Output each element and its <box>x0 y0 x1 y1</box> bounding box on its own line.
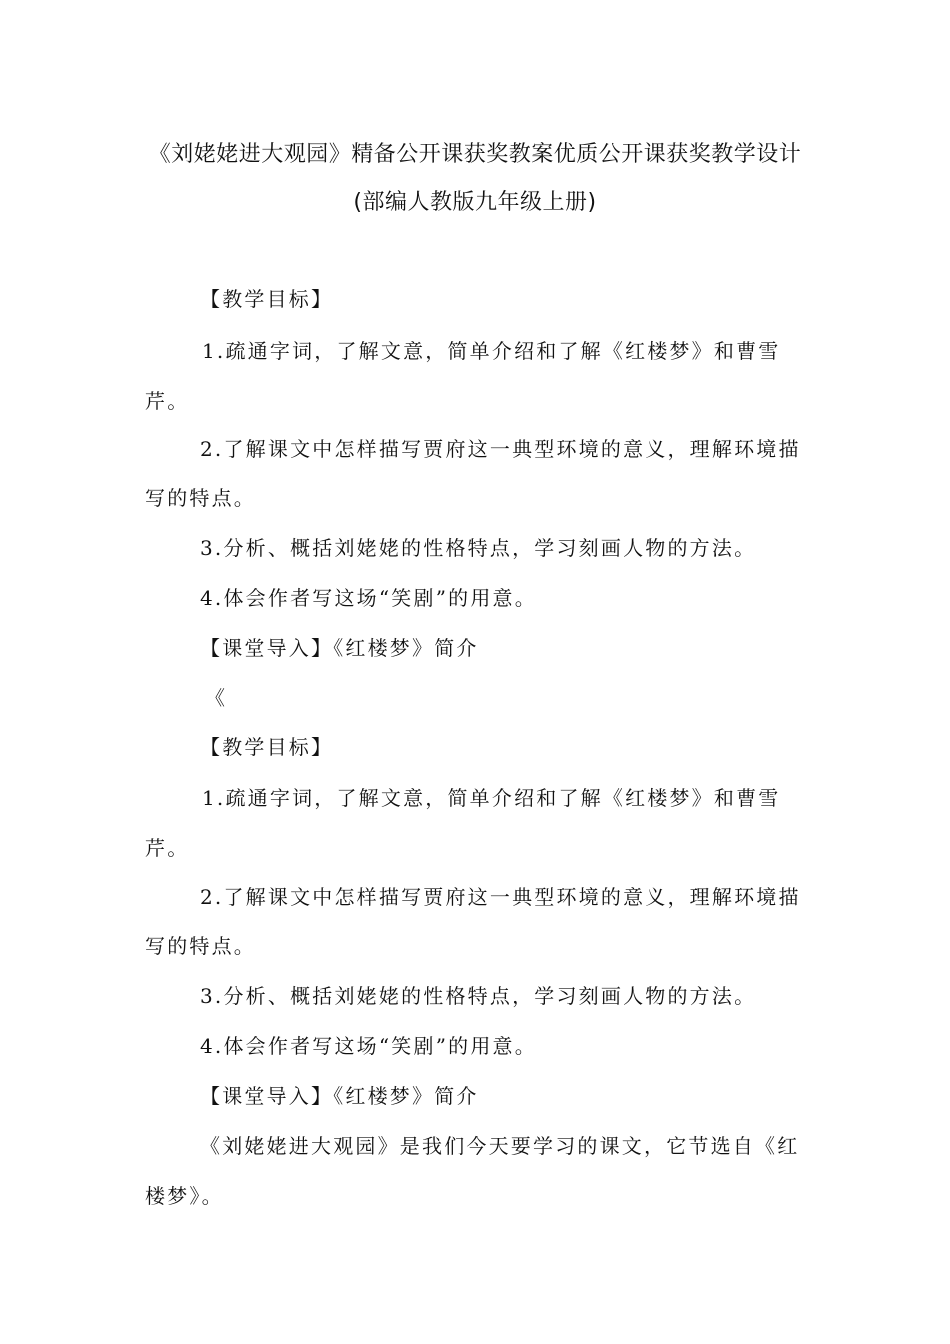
section-heading-objectives: 【教学目标】 <box>200 735 334 759</box>
paragraph-line: 写的特点。 <box>145 934 256 958</box>
paragraph-line: 《刘姥姥进大观园》是我们今天要学习的课文，它节选自《红 <box>200 1134 800 1158</box>
document-title-line-2: (部编人教版九年级上册) <box>353 190 597 215</box>
document-title-line-1: 《刘姥姥进大观园》精备公开课获奖教案优质公开课获奖教学设计 <box>148 142 802 167</box>
paragraph-line: 1.疏通字词，了解文意，简单介绍和了解《红楼梦》和曹雪 <box>202 339 781 363</box>
paragraph-line: 楼梦》。 <box>145 1184 224 1208</box>
paragraph-line: 1.疏通字词，了解文意，简单介绍和了解《红楼梦》和曹雪 <box>202 786 781 810</box>
section-heading-intro: 【课堂导入】《红楼梦》简介 <box>200 636 479 660</box>
paragraph-line: 《 <box>205 686 228 710</box>
paragraph-line: 2.了解课文中怎样描写贾府这一典型环境的意义，理解环境描 <box>200 885 801 909</box>
paragraph-line: 4.体会作者写这场“笑剧”的用意。 <box>200 586 537 610</box>
section-heading-objectives: 【教学目标】 <box>200 287 334 311</box>
paragraph-line: 芹。 <box>145 836 190 860</box>
paragraph-line: 3.分析、概括刘姥姥的性格特点，学习刻画人物的方法。 <box>200 536 757 560</box>
section-heading-intro: 【课堂导入】《红楼梦》简介 <box>200 1084 479 1108</box>
paragraph-line: 芹。 <box>145 389 190 413</box>
paragraph-line: 写的特点。 <box>145 486 256 510</box>
paragraph-line: 2.了解课文中怎样描写贾府这一典型环境的意义，理解环境描 <box>200 437 801 461</box>
paragraph-line: 4.体会作者写这场“笑剧”的用意。 <box>200 1034 537 1058</box>
paragraph-line: 3.分析、概括刘姥姥的性格特点，学习刻画人物的方法。 <box>200 984 757 1008</box>
